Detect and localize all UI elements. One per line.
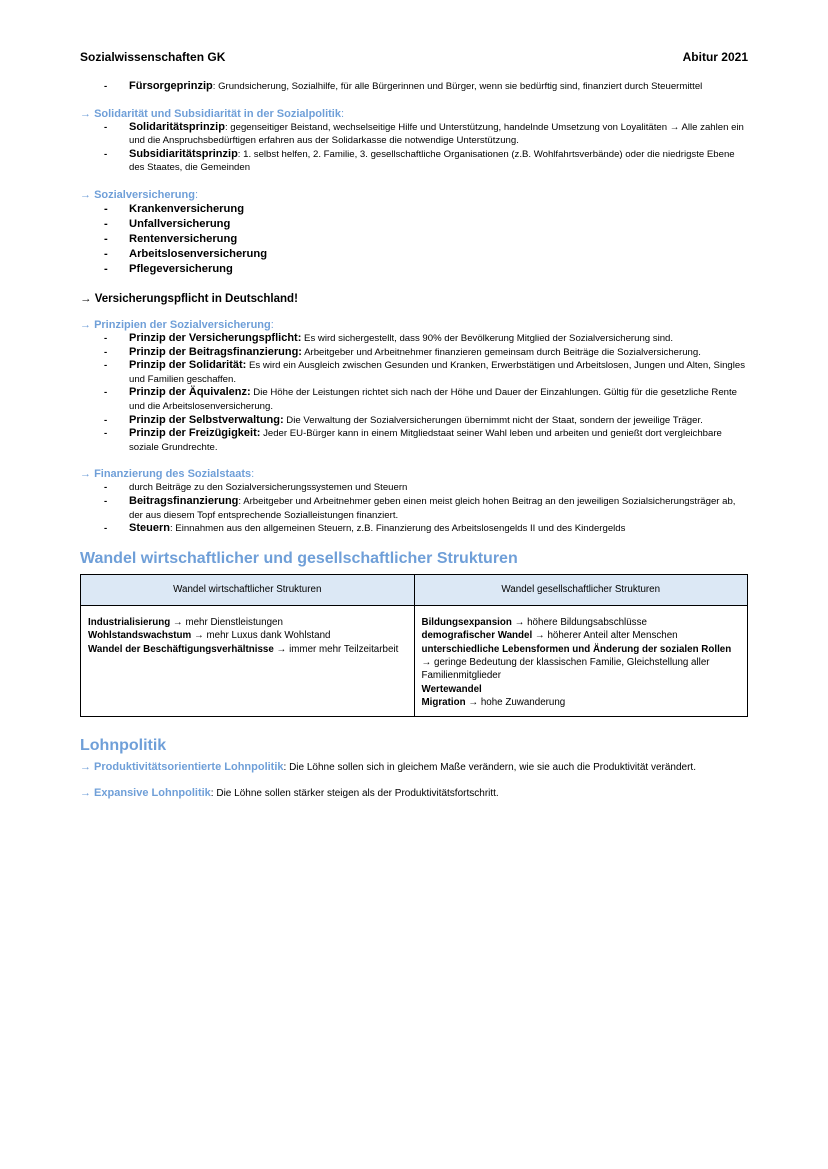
list-item <box>80 80 748 94</box>
list-item: - Prinzip der Selbstverwaltung: Die Verwaltung der Sozialversicherungen übernimmt nicht der Staat, sondern der jeweilige Träger. <box>80 414 748 428</box>
table-line: Bildungsexpansion → höhere Bildungsabschlüsse <box>421 616 647 628</box>
document-page <box>80 50 748 799</box>
definition: : Grundsicherung, Sozialhilfe, für alle Bürgerinnen und Bürger, wenn sie bedürftig sind, finanziert durch Steuermittel <box>212 81 703 92</box>
header-subject: Sozialwissenschaften GK <box>80 50 226 64</box>
list-item: - Pflegeversicherung <box>80 262 748 277</box>
wandel-table <box>80 574 748 717</box>
arrow-icon: → <box>80 468 91 481</box>
table-line: Wertewandel <box>421 683 482 695</box>
list-item: - Beitragsfinanzierung: Arbeitgeber und Arbeitnehmer geben einen meist gleich hohen Beitrag an den jeweiligen Sozialsicherungsträger ab, der aus diesem Topf entsprechende Sozialleistungen finanziert. <box>80 495 748 522</box>
table-line: Migration → hohe Zuwanderung <box>421 697 566 709</box>
table-line: Wandel der Beschäftigungsverhältnisse → immer mehr Teilzeitarbeit <box>88 643 399 655</box>
list-item: - Krankenversicherung <box>80 202 748 217</box>
heading-wandel: Wandel wirtschaftlicher und gesellschaftlicher Strukturen <box>80 549 518 567</box>
list-item: - Steuern: Einnahmen aus den allgemeinen Steuern, z.B. Finanzierung des Arbeitslosengelds II und des Kindergelds <box>80 522 748 536</box>
table-line: demografischer Wandel → höherer Anteil alter Menschen <box>421 630 678 642</box>
lohnpolitik-item: → Produktivitätsorientierte Lohnpolitik: Die Löhne sollen sich in gleichem Maße verändern, wie sie auch die Produktivität verändert. <box>80 760 696 773</box>
section-title-sozialversicherung: → Sozialversicherung: <box>80 188 198 201</box>
table-header-gesellschaft: Wandel gesellschaftlicher Strukturen <box>414 574 748 605</box>
prinzipien-list <box>80 332 748 454</box>
arrow-icon: → <box>80 107 91 120</box>
table-line: Wohlstandswachstum → mehr Luxus dank Wohlstand <box>88 630 331 642</box>
section-title-solidaritaet: → Solidarität und Subsidiarität in der Sozialpolitik: <box>80 107 345 120</box>
list-item: - Prinzip der Versicherungspflicht: Es wird sichergestellt, dass 90% der Bevölkerung Mitglied der Sozialversicherung sind. <box>80 332 748 346</box>
list-item: - Solidaritätsprinzip: gegenseitiger Beistand, wechselseitige Hilfe und Unterstützung, handelnde Umsetzung von Loyalitäten → Alle zahlen ein und die Anspruchsbedürftigen erfahren aus der Solidarkasse die notwendige Unterstützung. <box>80 121 748 148</box>
header-year: Abitur 2021 <box>682 50 748 64</box>
section-title-finanzierung: → Finanzierung des Sozialstaats: <box>80 468 255 481</box>
table-cell-gesellschaft <box>414 605 748 716</box>
solidaritaet-list <box>80 121 748 175</box>
sozialversicherung-list <box>80 202 748 277</box>
table-line: unterschiedliche Lebensformen und Änderung der sozialen Rollen → geringe Bedeutung der klassischen Familie, Gleichstellung aller Familienmitglieder <box>421 643 732 682</box>
list-item: - Prinzip der Beitragsfinanzierung: Arbeitgeber und Arbeitnehmer finanzieren gemeinsam durch Beiträge die Sozialversicherung. <box>80 346 748 360</box>
section-title-prinzipien: → Prinzipien der Sozialversicherung: <box>80 318 274 331</box>
list-item: - Rentenversicherung <box>80 232 748 247</box>
versicherungspflicht-note: → Versicherungspflicht in Deutschland! <box>80 292 298 305</box>
table-line: Industrialisierung → mehr Dienstleistungen <box>88 616 283 628</box>
table-cell-wirtschaft <box>81 605 415 716</box>
table-header-wirtschaft: Wandel wirtschaftlicher Strukturen <box>81 574 415 605</box>
list-item: - Prinzip der Äquivalenz: Die Höhe der Leistungen richtet sich nach der Höhe und Dauer der Einzahlungen. Gültig für die gesetzliche Rente und die Arbeitslosenversicherung. <box>80 386 748 413</box>
intro-list <box>80 80 748 94</box>
list-item: - Prinzip der Solidarität: Es wird ein Ausgleich zwischen Gesunden und Kranken, Erwerbstätigen und Arbeitslosen, Jungen und Alten, Singles und Familien geschaffen. <box>80 359 748 386</box>
finanzierung-list <box>80 481 748 535</box>
heading-lohnpolitik: Lohnpolitik <box>80 736 167 754</box>
page-header <box>80 50 748 64</box>
list-item: - durch Beiträge zu den Sozialversicherungssystemen und Steuern <box>80 481 748 495</box>
term: Fürsorgeprinzip <box>129 80 213 92</box>
arrow-icon: → <box>80 188 91 201</box>
arrow-icon: → <box>80 318 91 331</box>
list-item: - Arbeitslosenversicherung <box>80 247 748 262</box>
list-item: - Unfallversicherung <box>80 217 748 232</box>
list-item: - Prinzip der Freizügigkeit: Jeder EU-Bürger kann in einem Mitgliedstaat seiner Wahl leben und arbeiten und genießt dort vergleichbare soziale Grundrechte. <box>80 427 748 454</box>
list-item: - Subsidiaritätsprinzip: 1. selbst helfen, 2. Familie, 3. gesellschaftliche Organisationen (z.B. Wohlfahrtsverbände) oder die niedrigste Ebene des Staates, die Gemeinden <box>80 148 748 175</box>
lohnpolitik-item: → Expansive Lohnpolitik: Die Löhne sollen stärker steigen als der Produktivitätsfortschritt. <box>80 786 499 799</box>
